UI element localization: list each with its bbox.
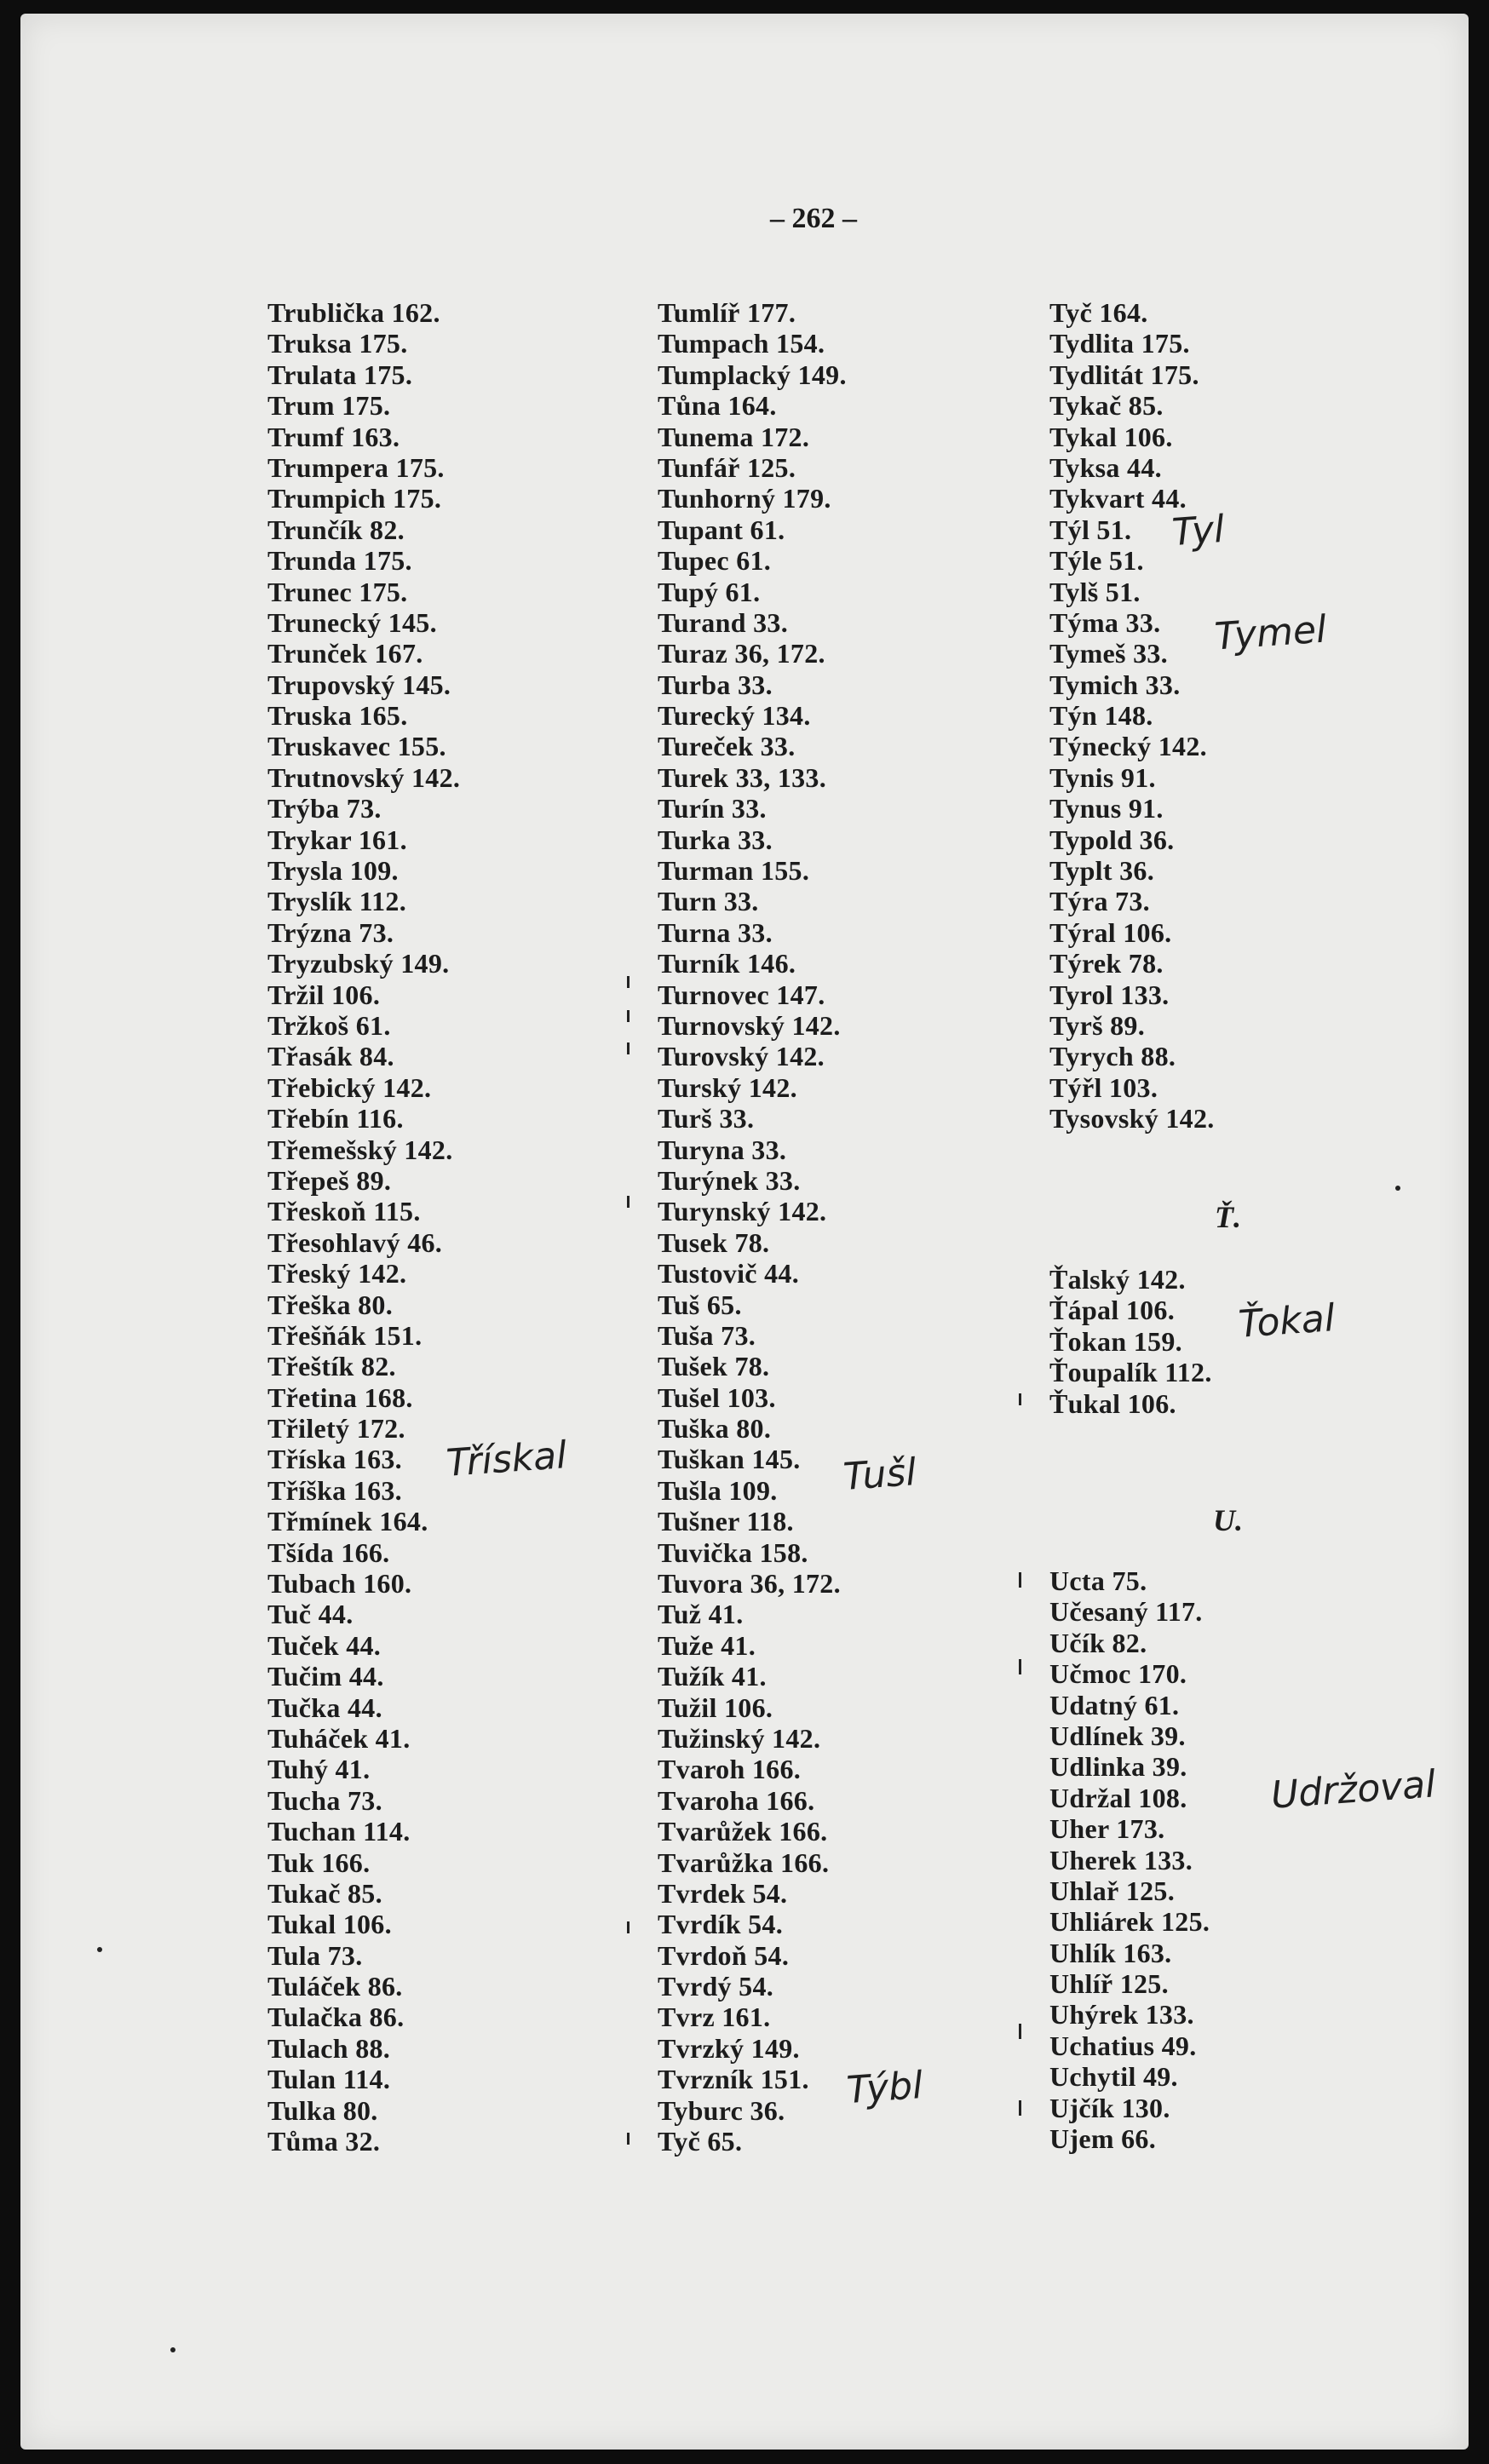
- index-entry: Tyrš 89.: [1049, 1009, 1146, 1041]
- index-entry: Udatný 61.: [1049, 1689, 1180, 1720]
- index-entry: Uchatius 49.: [1049, 2030, 1197, 2061]
- index-entry: Třeský 142.: [267, 1258, 407, 1289]
- index-entry: Ucta 75.: [1049, 1565, 1147, 1596]
- index-entry: Turynský 142.: [658, 1196, 827, 1227]
- index-entry: Třepeš 89.: [267, 1164, 392, 1196]
- index-entry: Tuvička 158.: [658, 1536, 808, 1568]
- page-number: – 262 –: [770, 203, 857, 234]
- index-entry: Trunec 175.: [267, 576, 408, 607]
- index-entry: Truska 165.: [267, 700, 408, 732]
- section-u: [1049, 1565, 1424, 2154]
- index-entry: Týra 73.: [1049, 886, 1150, 917]
- index-entry: Tříška 163.: [267, 1474, 402, 1506]
- index-entry: Třmínek 164.: [267, 1506, 428, 1537]
- index-entry: Uchytil 49.: [1049, 2061, 1178, 2093]
- index-entry: Turand 33.: [658, 606, 788, 638]
- index-entry: Turnovský 142.: [658, 1009, 841, 1041]
- index-entry: Uher 173.: [1049, 1813, 1165, 1845]
- index-entry: Truksa 175.: [267, 328, 408, 359]
- index-entry: Tvrzký 149.: [658, 2032, 800, 2064]
- index-entry: Tupý 61.: [658, 576, 761, 607]
- index-entry: Trunček 167.: [267, 638, 423, 669]
- index-entry: Tuk 166.: [267, 1847, 371, 1878]
- index-entry: Tušek 78.: [658, 1351, 770, 1382]
- index-entry: Ťukal 106.: [1049, 1387, 1176, 1419]
- index-entry: Tykvart 44.: [1049, 483, 1187, 514]
- scanned-page: [20, 14, 1469, 2450]
- margin-mark: [1019, 1572, 1021, 1588]
- index-entry: Ujem 66.: [1049, 2123, 1157, 2155]
- index-entry: Tyburc 36.: [658, 2094, 785, 2126]
- index-entry: Trumpera 175.: [267, 451, 445, 483]
- index-entry: Tykal 106.: [1049, 421, 1173, 452]
- index-entry: Tvarůžek 166.: [658, 1816, 828, 1847]
- index-entry: Typlt 36.: [1049, 855, 1155, 887]
- index-entry: Tuška 80.: [658, 1413, 772, 1445]
- section-heading-u: U.: [1213, 1503, 1243, 1537]
- index-entry: Trýzna 73.: [267, 916, 394, 948]
- index-entry: Tulach 88.: [267, 2032, 391, 2064]
- index-entry: Ujčík 130.: [1049, 2092, 1170, 2123]
- index-entry: Tržil 106.: [267, 979, 381, 1010]
- index-entry: Třetina 168.: [267, 1381, 413, 1413]
- index-entry: Turecký 134.: [658, 700, 811, 732]
- index-entry: Tuláček 86.: [267, 1971, 403, 2002]
- index-entry: Tvrdek 54.: [658, 1877, 788, 1909]
- index-entry: Tucha 73.: [267, 1784, 382, 1816]
- handwritten-note-tymel: Tymel: [1213, 607, 1328, 659]
- margin-mark: [1019, 2100, 1021, 2116]
- index-entry: Třiletý 172.: [267, 1413, 405, 1445]
- index-entry: Udlínek 39.: [1049, 1720, 1186, 1751]
- margin-mark: [627, 1921, 630, 1933]
- index-entry: Ťápal 106.: [1049, 1295, 1176, 1326]
- index-entry: Turín 33.: [658, 793, 767, 824]
- index-entry: Tvrdý 54.: [658, 1971, 774, 2002]
- margin-mark: [1019, 2024, 1021, 2039]
- index-entry: Tylš 51.: [1049, 576, 1141, 607]
- index-entry: Týma 33.: [1049, 606, 1161, 638]
- index-entry: Tuček 44.: [267, 1629, 382, 1661]
- index-entry: Trutnovský 142.: [267, 761, 461, 793]
- margin-mark: [627, 1010, 630, 1022]
- index-entry: Trupovský 145.: [267, 669, 451, 700]
- index-entry: Tučka 44.: [267, 1691, 382, 1723]
- index-entry: Trublička 162.: [267, 297, 440, 328]
- index-entry: Tvrzník 151.: [658, 2064, 809, 2095]
- index-entry: Tukač 85.: [267, 1877, 382, 1909]
- index-entry: Uhlíř 125.: [1049, 1968, 1169, 2000]
- index-entry: Tunhorný 179.: [658, 483, 831, 514]
- index-entry: Tymich 33.: [1049, 669, 1181, 700]
- index-entry: Tulka 80.: [267, 2094, 378, 2126]
- index-entry: Třeskoň 115.: [267, 1196, 421, 1227]
- scan-speck: [170, 2347, 175, 2352]
- index-entry: Tyč 65.: [658, 2126, 743, 2157]
- index-column-1: [267, 297, 642, 2157]
- index-entry: Třeška 80.: [267, 1289, 393, 1320]
- index-entry: Třesohlavý 46.: [267, 1226, 443, 1258]
- index-entry: Tůma 32.: [267, 2126, 381, 2157]
- index-entry: Tulačka 86.: [267, 2002, 405, 2033]
- index-entry: Tykač 85.: [1049, 390, 1164, 422]
- index-entry: Trunčík 82.: [267, 514, 405, 545]
- index-entry: Tryzubský 149.: [267, 948, 450, 979]
- index-entry: Turba 33.: [658, 669, 773, 700]
- index-entry: Ťoupalík 112.: [1049, 1357, 1212, 1388]
- index-entry: Truskavec 155.: [267, 731, 446, 762]
- scan-speck: [1395, 1186, 1400, 1191]
- index-entry: Tula 73.: [267, 1939, 363, 1971]
- index-entry: Turaz 36, 172.: [658, 638, 825, 669]
- index-entry: Udržal 108.: [1049, 1782, 1187, 1813]
- index-entry: Trykar 161.: [267, 824, 407, 855]
- index-entry: Turský 142.: [658, 1071, 797, 1103]
- index-entry: Tyksa 44.: [1049, 451, 1162, 483]
- index-entry: Turovský 142.: [658, 1041, 825, 1072]
- index-entry: Tupant 61.: [658, 514, 785, 545]
- index-entry: Tušla 109.: [658, 1474, 778, 1506]
- index-entry: Týral 106.: [1049, 916, 1172, 948]
- index-entry: Turník 146.: [658, 948, 796, 979]
- index-entry: Tužil 106.: [658, 1691, 773, 1723]
- index-entry: Týřl 103.: [1049, 1071, 1158, 1103]
- index-entry: Tynis 91.: [1049, 761, 1156, 793]
- index-entry: Tyč 164.: [1049, 297, 1148, 328]
- index-entry: Tydlita 175.: [1049, 328, 1190, 359]
- index-entry: Uherek 133.: [1049, 1844, 1193, 1875]
- index-column-3: [1049, 297, 1424, 1134]
- index-entry: Třemešský 142.: [267, 1134, 453, 1165]
- index-entry: Tvrdík 54.: [658, 1909, 784, 1940]
- index-entry: Trunda 175.: [267, 545, 412, 577]
- index-entry: Trysla 109.: [267, 855, 399, 887]
- index-entry: Trulata 175.: [267, 359, 413, 390]
- margin-mark: [1019, 1393, 1021, 1405]
- index-entry: Tysovský 142.: [1049, 1103, 1215, 1134]
- index-entry: Uhlík 163.: [1049, 1937, 1172, 1968]
- handwritten-note-tybl: Týbl: [845, 2063, 924, 2113]
- index-entry: Turman 155.: [658, 855, 810, 887]
- index-entry: Tvarůžka 166.: [658, 1847, 830, 1878]
- index-entry: Uhýrek 133.: [1049, 1999, 1194, 2030]
- index-entry: Turýnek 33.: [658, 1164, 801, 1196]
- index-entry: Týrek 78.: [1049, 948, 1164, 979]
- index-entry: Tymeš 33.: [1049, 638, 1168, 669]
- index-entry: Tříska 163.: [267, 1444, 402, 1475]
- index-entry: Třešňák 151.: [267, 1319, 423, 1351]
- index-entry: Udlinka 39.: [1049, 1751, 1187, 1783]
- index-entry: Turn 33.: [658, 886, 759, 917]
- index-entry: Tvaroh 166.: [658, 1754, 802, 1785]
- scan-speck: [97, 1947, 102, 1952]
- index-entry: Tuvora 36, 172.: [658, 1568, 841, 1600]
- index-entry: Tynus 91.: [1049, 793, 1164, 824]
- index-entry: Tužinský 142.: [658, 1722, 821, 1754]
- index-entry: Uhlař 125.: [1049, 1875, 1175, 1906]
- index-entry: Tuč 44.: [267, 1599, 354, 1630]
- index-entry: Tvrz 161.: [658, 2002, 771, 2033]
- index-entry: Tuže 41.: [658, 1629, 756, 1661]
- handwritten-note-tyl: Tyl: [1170, 507, 1227, 555]
- index-entry: Tuchan 114.: [267, 1816, 411, 1847]
- index-entry: Tyrol 133.: [1049, 979, 1170, 1010]
- index-entry: Tůna 164.: [658, 390, 777, 422]
- handwritten-note-tusl: Tušl: [842, 1450, 918, 1499]
- margin-mark: [1019, 1659, 1021, 1674]
- index-entry: Ťalský 142.: [1049, 1264, 1186, 1295]
- index-entry: Tulan 114.: [267, 2064, 391, 2095]
- margin-mark: [627, 976, 630, 988]
- index-entry: Tuša 73.: [658, 1319, 756, 1351]
- index-entry: Týnecký 142.: [1049, 731, 1207, 762]
- index-entry: Učík 82.: [1049, 1627, 1147, 1658]
- index-entry: Tučim 44.: [267, 1661, 384, 1692]
- index-entry: Třebický 142.: [267, 1071, 432, 1103]
- index-entry: Tukal 106.: [267, 1909, 392, 1940]
- index-entry: Trumf 163.: [267, 421, 400, 452]
- index-entry: Tumlíř 177.: [658, 297, 796, 328]
- handwritten-note-tokal: Ťokal: [1237, 1296, 1337, 1347]
- index-entry: Tusek 78.: [658, 1226, 770, 1258]
- index-entry: Tydlitát 175.: [1049, 359, 1199, 390]
- index-entry: Tumplacký 149.: [658, 359, 847, 390]
- index-entry: Turna 33.: [658, 916, 773, 948]
- index-entry: Turš 33.: [658, 1103, 755, 1134]
- index-entry: Tušner 118.: [658, 1506, 794, 1537]
- index-entry: Tumpach 154.: [658, 328, 825, 359]
- index-entry: Turek 33, 133.: [658, 761, 827, 793]
- index-entry: Tureček 33.: [658, 731, 796, 762]
- index-entry: Tunema 172.: [658, 421, 810, 452]
- section-heading-t-hacek: Ť.: [1215, 1200, 1241, 1234]
- index-entry: Třasák 84.: [267, 1041, 394, 1072]
- index-entry: Trumpich 175.: [267, 483, 442, 514]
- index-entry: Turka 33.: [658, 824, 773, 855]
- index-entry: Týle 51.: [1049, 545, 1144, 577]
- index-entry: Tvaroha 166.: [658, 1784, 815, 1816]
- handwritten-note-udrzoval: Udržoval: [1269, 1762, 1438, 1818]
- index-entry: Týn 148.: [1049, 700, 1153, 732]
- index-entry: Tustovič 44.: [658, 1258, 800, 1289]
- index-entry: Tupec 61.: [658, 545, 772, 577]
- index-entry: Turyna 33.: [658, 1134, 787, 1165]
- index-entry: Učmoc 170.: [1049, 1658, 1187, 1690]
- index-entry: Týl 51.: [1049, 514, 1132, 545]
- index-entry: Ťokan 159.: [1049, 1325, 1182, 1357]
- index-entry: Tuž 41.: [658, 1599, 744, 1630]
- index-entry: Typold 36.: [1049, 824, 1175, 855]
- index-entry: Trýba 73.: [267, 793, 382, 824]
- index-entry: Tržkoš 61.: [267, 1009, 391, 1041]
- index-entry: Tunfář 125.: [658, 451, 796, 483]
- index-entry: Třebín 116.: [267, 1103, 404, 1134]
- index-entry: Tyrych 88.: [1049, 1041, 1176, 1072]
- index-entry: Tšída 166.: [267, 1536, 390, 1568]
- index-entry: Tuhý 41.: [267, 1754, 371, 1785]
- index-column-2: [658, 297, 1032, 2157]
- index-entry: Trum 175.: [267, 390, 391, 422]
- index-entry: Tužík 41.: [658, 1661, 767, 1692]
- index-entry: Uhliárek 125.: [1049, 1906, 1210, 1938]
- index-entry: Tubach 160.: [267, 1568, 412, 1600]
- index-entry: Tvrdoň 54.: [658, 1939, 790, 1971]
- index-entry: Tuš 65.: [658, 1289, 742, 1320]
- index-entry: Tryslík 112.: [267, 886, 407, 917]
- index-entry: Tušel 103.: [658, 1381, 776, 1413]
- index-entry: Tuškan 145.: [658, 1444, 801, 1475]
- index-entry: Třeštík 82.: [267, 1351, 396, 1382]
- section-t-hacek: [1049, 1264, 1424, 1419]
- index-entry: Trunecký 145.: [267, 606, 437, 638]
- margin-mark: [627, 1196, 630, 1208]
- handwritten-note-triskal: Třískal: [445, 1433, 568, 1485]
- index-entry: Turnovec 147.: [658, 979, 825, 1010]
- margin-mark: [627, 1042, 630, 1054]
- index-entry: Učesaný 117.: [1049, 1596, 1203, 1628]
- margin-mark: [627, 2133, 630, 2145]
- index-entry: Tuháček 41.: [267, 1722, 411, 1754]
